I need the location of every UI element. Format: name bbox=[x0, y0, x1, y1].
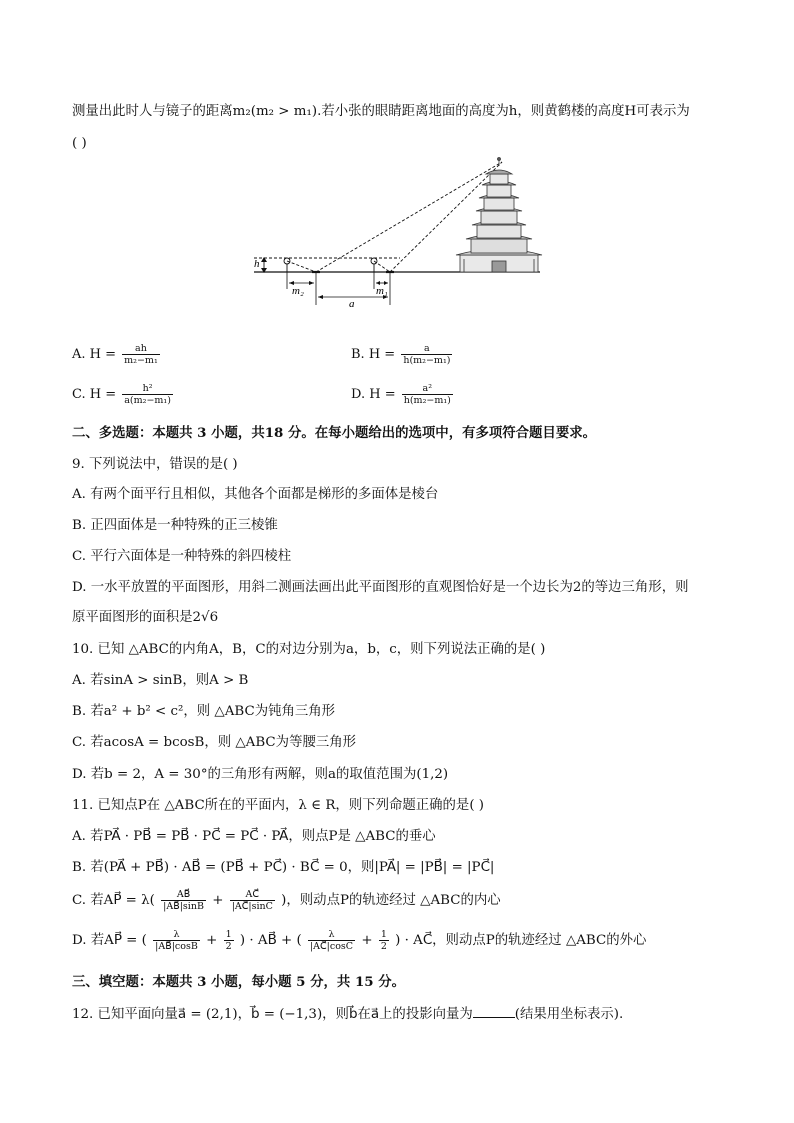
q11-c-frac2-num: AC⃗ bbox=[230, 889, 275, 901]
q11-d-half1-den: 2 bbox=[225, 941, 232, 952]
q10-stem: 10. 已知 △ABC的内角A，B，C的对边分别为a，b，c，则下列说法正确的是( ) bbox=[72, 642, 546, 657]
section-3-title: 三、填空题：本题共 3 小题，每小题 5 分，共 15 分。 bbox=[72, 974, 406, 990]
q8-option-b-den: h(m₂−m₁) bbox=[403, 355, 451, 366]
q11-c-pre: C. 若AP⃗ = λ( bbox=[72, 893, 155, 908]
q8-option-b[interactable] bbox=[351, 343, 454, 366]
q8-option-a[interactable] bbox=[72, 343, 162, 366]
q11-c-frac1-den: |AB⃗|sinB bbox=[163, 901, 204, 912]
q11-d-frac2-den: |AC⃗|cosC bbox=[309, 941, 354, 952]
q8-option-d-den: h(m₂−m₁) bbox=[403, 395, 451, 406]
q9-stem: 9. 下列说法中，错误的是( ) bbox=[72, 457, 238, 472]
q9-option-c[interactable]: C. 平行六面体是一种特殊的斜四棱柱 bbox=[72, 549, 292, 564]
q11-d-plus1: + bbox=[206, 933, 218, 948]
q8-option-d-prefix: D. H = bbox=[351, 387, 396, 402]
q8-option-c-prefix: C. H = bbox=[72, 387, 117, 402]
q11-c-frac1-num: AB⃗ bbox=[161, 889, 206, 901]
q11-d-post: ) · AC⃗，则动点P的轨迹经过 △ABC的外心 bbox=[395, 933, 647, 948]
q12-stem bbox=[72, 1005, 623, 1024]
q10-option-b[interactable]: B. 若a² + b² < c²，则 △ABC为钝角三角形 bbox=[72, 704, 336, 719]
q9-option-d-line1[interactable]: D. 一水平放置的平面图形，用斜二测画法画出此平面图形的直观图恰好是一个边长为2的等边三角形，则 bbox=[72, 580, 689, 595]
q8-answer-paren: ( ) bbox=[72, 136, 87, 151]
q9-option-b[interactable]: B. 正四面体是一种特殊的正三棱锥 bbox=[72, 518, 278, 533]
label-m2: m₂ bbox=[292, 285, 304, 297]
q11-d-plus2: + bbox=[361, 933, 373, 948]
q11-stem: 11. 已知点P在 △ABC所在的平面内，λ ∈ R，则下列命题正确的是( ) bbox=[72, 798, 485, 813]
q11-d-half2-num: 1 bbox=[380, 929, 387, 940]
q8-option-a-prefix: A. H = bbox=[72, 347, 117, 362]
q8-option-a-den: m₂−m₁ bbox=[124, 355, 158, 366]
q11-option-d[interactable] bbox=[72, 929, 646, 952]
tower-illustration bbox=[456, 158, 542, 273]
q9-option-d-line2: 原平面图形的面积是2√6 bbox=[72, 610, 219, 625]
q8-option-c[interactable] bbox=[72, 383, 175, 406]
q11-option-c[interactable] bbox=[72, 889, 501, 912]
q8-option-d[interactable] bbox=[351, 383, 455, 406]
tower-mirror-figure bbox=[250, 155, 550, 310]
q11-option-b[interactable]: B. 若(PA⃗ + PB⃗) · AB⃗ = (PB⃗ + PC⃗) · BC⃗ = 0，则|PA⃗| = |PB⃗| = |PC⃗| bbox=[72, 860, 495, 875]
q11-c-frac2-den: |AC⃗|sinC bbox=[231, 901, 273, 912]
q8-option-b-num: a bbox=[401, 343, 452, 355]
q10-option-d[interactable]: D. 若b = 2，A = 30°的三角形有两解，则a的取值范围为(1,2) bbox=[72, 767, 449, 782]
label-a: a bbox=[349, 298, 355, 310]
q8-option-c-den: a(m₂−m₁) bbox=[124, 395, 171, 406]
q11-d-frac1-den: |AB⃗|cosB bbox=[155, 941, 198, 952]
q9-option-a[interactable]: A. 有两个面平行且相似，其他各个面都是梯形的多面体是棱台 bbox=[72, 487, 439, 502]
q8-option-d-num: a² bbox=[402, 383, 453, 395]
q12-answer-blank[interactable] bbox=[473, 1005, 515, 1018]
q8-option-c-num: h² bbox=[122, 383, 173, 395]
q11-d-frac1-num: λ bbox=[153, 929, 200, 941]
label-m1: m₁ bbox=[376, 285, 388, 297]
q10-option-c[interactable]: C. 若acosA = bcosB，则 △ABC为等腰三角形 bbox=[72, 735, 357, 750]
q8-option-a-num: ah bbox=[122, 343, 160, 355]
label-h: h bbox=[254, 258, 260, 270]
q11-d-half2-den: 2 bbox=[380, 941, 387, 952]
q11-d-mid: ) · AB⃗ + ( bbox=[239, 933, 302, 948]
q8-intro: 测量出此时人与镜子的距离m₂(m₂ > m₁).若小张的眼睛距离地面的高度为h，则黄鹤楼的高度H可表示为 bbox=[72, 104, 690, 119]
q12-post: (结果用坐标表示). bbox=[514, 1007, 624, 1022]
q11-c-plus: + bbox=[212, 893, 224, 908]
q8-option-b-prefix: B. H = bbox=[351, 347, 396, 362]
q11-option-a[interactable]: A. 若PA⃗ · PB⃗ = PB⃗ · PC⃗ = PC⃗ · PA⃗，则点P是 △ABC的垂心 bbox=[72, 829, 436, 844]
q11-d-pre: D. 若AP⃗ = ( bbox=[72, 933, 147, 948]
q10-option-a[interactable]: A. 若sinA > sinB，则A > B bbox=[72, 673, 249, 688]
q11-d-frac2-num: λ bbox=[308, 929, 355, 941]
section-2-title: 二、多选题：本题共 3 小题，共18 分。在每小题给出的选项中，有多项符合题目要求。 bbox=[72, 425, 596, 441]
q11-c-post: )，则动点P的轨迹经过 △ABC的内心 bbox=[281, 893, 501, 908]
q11-d-half1-num: 1 bbox=[225, 929, 232, 940]
q12-pre: 12. 已知平面向量a⃗ = (2,1)，b⃗ = (−1,3)，则b⃗在a⃗上的投影向量为 bbox=[72, 1007, 473, 1022]
